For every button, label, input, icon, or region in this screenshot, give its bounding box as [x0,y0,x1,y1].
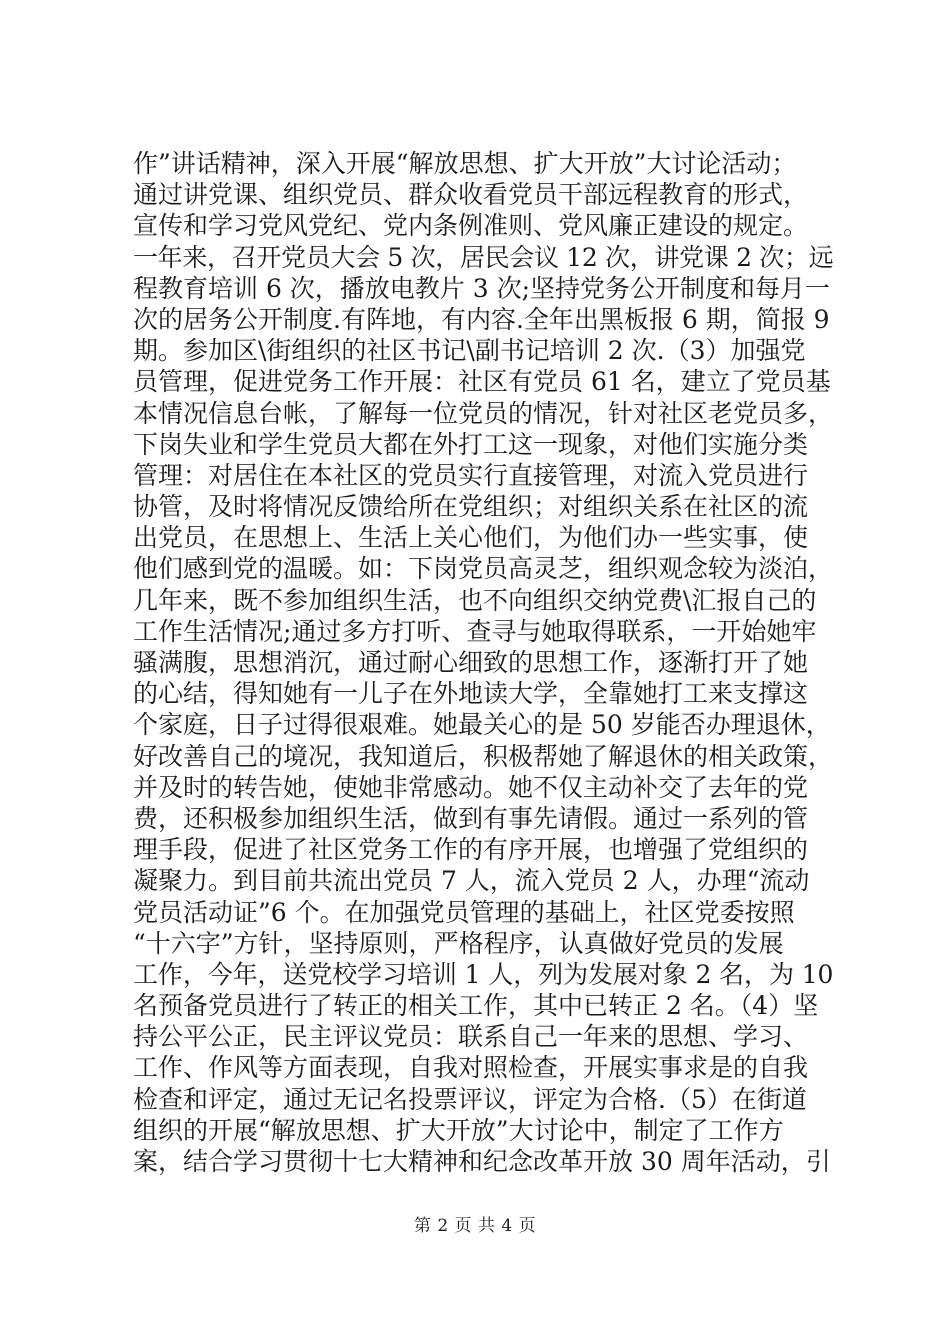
text-line: 他们感到党的温暖。如：下岗党员高灵芝，组织观念较为淡泊， [133,554,834,584]
text-line: 协管，及时将情况反馈给所在党组织；对组织关系在社区的流 [133,492,809,522]
text-line: 本情况信息台帐，了解每一位党员的情况，针对社区老党员多， [133,398,834,428]
text-line: 组织的开展“解放思想、扩大开放”大讨论中，制定了工作方 [133,1115,784,1145]
text-line: 管理：对居住在本社区的党员实行直接管理，对流入党员进行 [133,460,809,490]
text-line: 程教育培训 6 次，播放电教片 3 次;坚持党务公开制度和每月一 [133,273,831,303]
text-line: 工作生活情况;通过多方打听、查寻与她取得联系，一开始她牢 [133,616,817,646]
text-line: 案，结合学习贯彻十七大精神和纪念改革开放 30 周年活动，引 [133,1147,831,1176]
text-line: 的心结，得知她有一儿子在外地读大学，全靠她打工来支撑这 [133,679,809,709]
text-line: 作”讲话精神，深入开展“解放思想、扩大开放”大讨论活动； [133,149,797,178]
text-line: 工作、作风等方面表现，自我对照检查，开展实事求是的自我 [133,1053,809,1083]
text-line: 费，还积极参加组织生活，做到有事先请假。通过一系列的管 [133,803,809,833]
text-line: 工作，今年，送党校学习培训 1 人，列为发展对象 2 名，为 10 [133,959,834,989]
text-line: 个家庭，日子过得很艰难。她最关心的是 50 岁能否办理退休， [133,710,831,740]
text-line: 一年来，召开党员大会 5 次，居民会议 12 次，讲党课 2 次；远 [133,242,834,272]
text-line: 检查和评定，通过无记名投票评议，评定为合格.（5）在街道 [133,1084,807,1114]
text-line: 理手段，促进了社区党务工作的有序开展，也增强了党组织的 [133,835,809,865]
body-text [133,148,833,1177]
text-line: 期。参加区\街组织的社区书记\副书记培训 2 次.（3）加强党 [133,336,806,366]
text-line: 次的居务公开制度.有阵地，有内容.全年出黑板报 6 期，简报 9 [133,304,830,334]
text-line: 持公平公正，民主评议党员：联系自己一年来的思想、学习、 [133,1022,809,1052]
text-line: 宣传和学习党风党纪、党内条例准则、党风廉正建设的规定。 [133,211,809,241]
text-line: 名预备党员进行了转正的相关工作，其中已转正 2 名。（4）坚 [133,991,819,1021]
text-line: 几年来，既不参加组织生活，也不向组织交纳党费\汇报自己的 [133,585,817,615]
text-line: 凝聚力。到目前共流出党员 7 人，流入党员 2 人，办理“流动 [133,866,810,896]
text-line: 好改善自己的境况，我知道后，积极帮她了解退休的相关政策， [133,741,834,771]
text-line: 员管理，促进党务工作开展：社区有党员 61 名，建立了党员基 [133,367,831,397]
text-line: 出党员，在思想上、生活上关心他们，为他们办一些实事，使 [133,523,809,553]
text-line: 下岗失业和学生党员大都在外打工这一现象，对他们实施分类 [133,429,809,459]
text-line: “十六字”方针，坚持原则，严格程序，认真做好党员的发展 [133,928,784,958]
text-line: 骚满腹，思想消沉，通过耐心细致的思想工作，逐渐打开了她 [133,648,809,677]
page-footer: 第 2 页 共 4 页 [413,1216,537,1236]
text-line: 通过讲党课、组织党员、群众收看党员干部远程教育的形式， [133,180,809,210]
text-line: 并及时的转告她，使她非常感动。她不仅主动补交了去年的党 [133,772,809,802]
text-line: 党员活动证”6 个。在加强党员管理的基础上，社区党委按照 [133,897,795,927]
